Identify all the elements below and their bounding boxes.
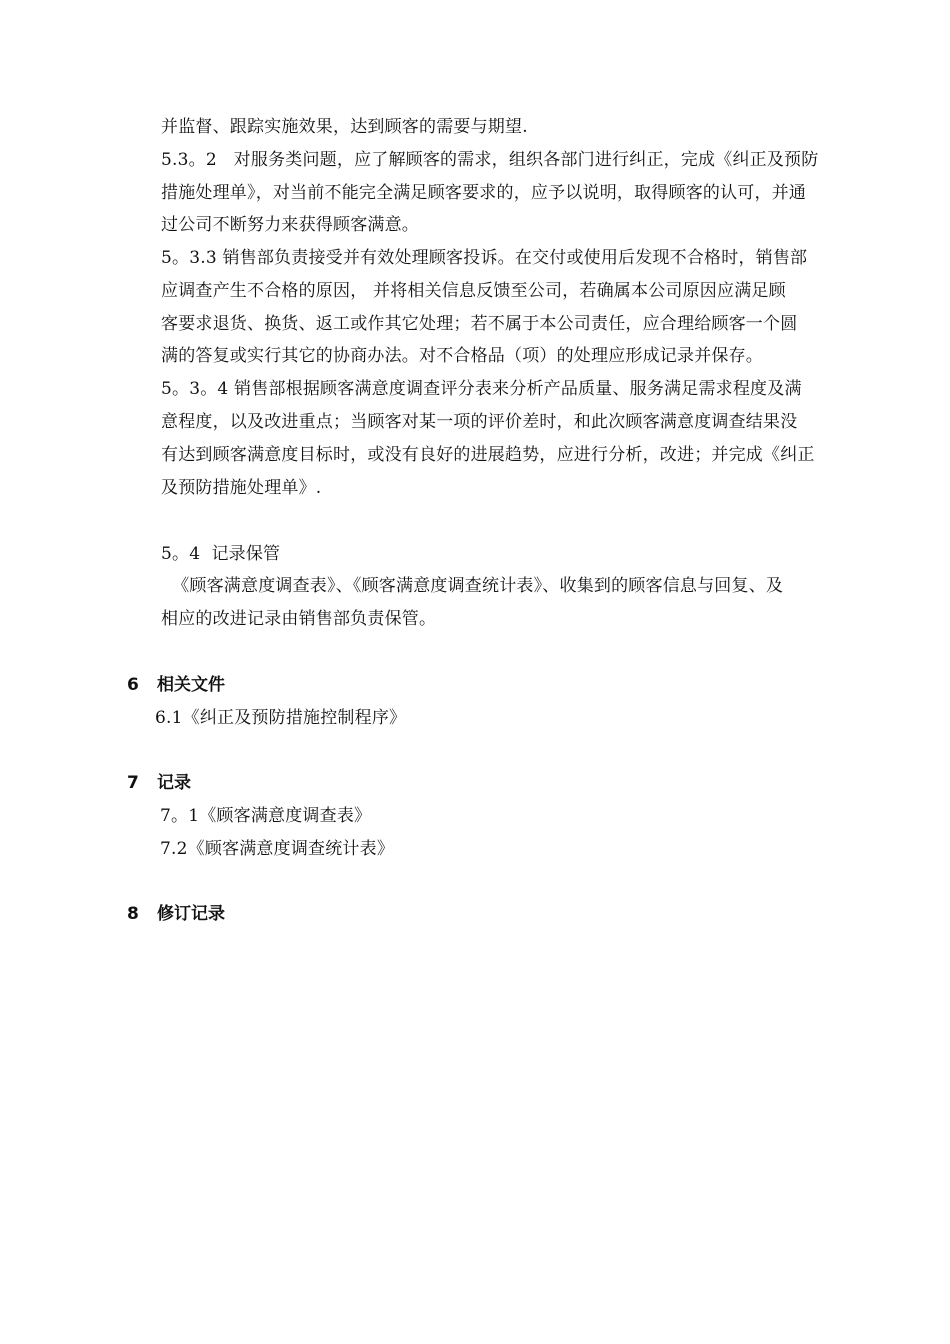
section-title: 相关文件 <box>157 675 225 695</box>
paragraph-line: 并监督、跟踪实施效果，达到顾客的需要与期望. <box>161 117 528 137</box>
paragraph-line: 过公司不断努力来获得顾客满意。 <box>161 215 419 235</box>
paragraph-line: 相应的改进记录由销售部负责保管。 <box>161 609 437 629</box>
list-item: 7.2《顾客满意度调查统计表》 <box>160 839 395 859</box>
section-heading <box>127 674 225 696</box>
paragraph-line: 意程度，以及改进重点；当顾客对某一项的评价差时，和此次顾客满意度调查结果没 <box>161 412 798 432</box>
list-item: 6.1《纠正及预防措施控制程序》 <box>155 708 407 728</box>
section-number: 7 <box>127 773 139 793</box>
list-item: 7。1《顾客满意度调查表》 <box>160 806 372 826</box>
section-heading <box>127 772 191 794</box>
paragraph-line: 措施处理单》，对当前不能完全满足顾客要求的，应予以说明，取得顾客的认可，并通 <box>161 183 807 203</box>
paragraph-line: 有达到顾客满意度目标时，或没有良好的进展趋势，应进行分析，改进；并完成《纠正 <box>161 445 815 465</box>
paragraph-line: 《顾客满意度调查表》、《顾客满意度调查统计表》、收集到的顾客信息与回复、及 <box>161 576 784 596</box>
paragraph-line: 5。3。4 销售部根据顾客满意度调查评分表来分析产品质量、服务满足需求程度及满 <box>161 379 802 399</box>
paragraph-line: 及预防措施处理单》. <box>161 478 322 498</box>
section-number: 6 <box>127 675 139 695</box>
paragraph-line: 满的答复或实行其它的协商办法。对不合格品（项）的处理应形成记录并保存。 <box>161 346 763 366</box>
paragraph-line: 应调查产生不合格的原因， 并将相关信息反馈至公司，若确属本公司原因应满足顾 <box>161 281 786 301</box>
paragraph-line: 5.3。2 对服务类问题，应了解顾客的需求，组织各部门进行纠正，完成《纠正及预防 <box>161 150 819 170</box>
paragraph-line: 客要求退货、换货、返工或作其它处理；若不属于本公司责任，应合理给顾客一个圆 <box>161 314 798 334</box>
subsection-title: 5。4 记录保管 <box>161 544 281 564</box>
section-title: 记录 <box>157 773 191 793</box>
paragraph-line: 5。3.3 销售部负责接受并有效处理顾客投诉。在交付或使用后发现不合格时，销售部 <box>161 248 808 268</box>
section-number: 8 <box>127 904 139 924</box>
section-title: 修订记录 <box>157 904 225 924</box>
section-heading <box>127 903 225 925</box>
